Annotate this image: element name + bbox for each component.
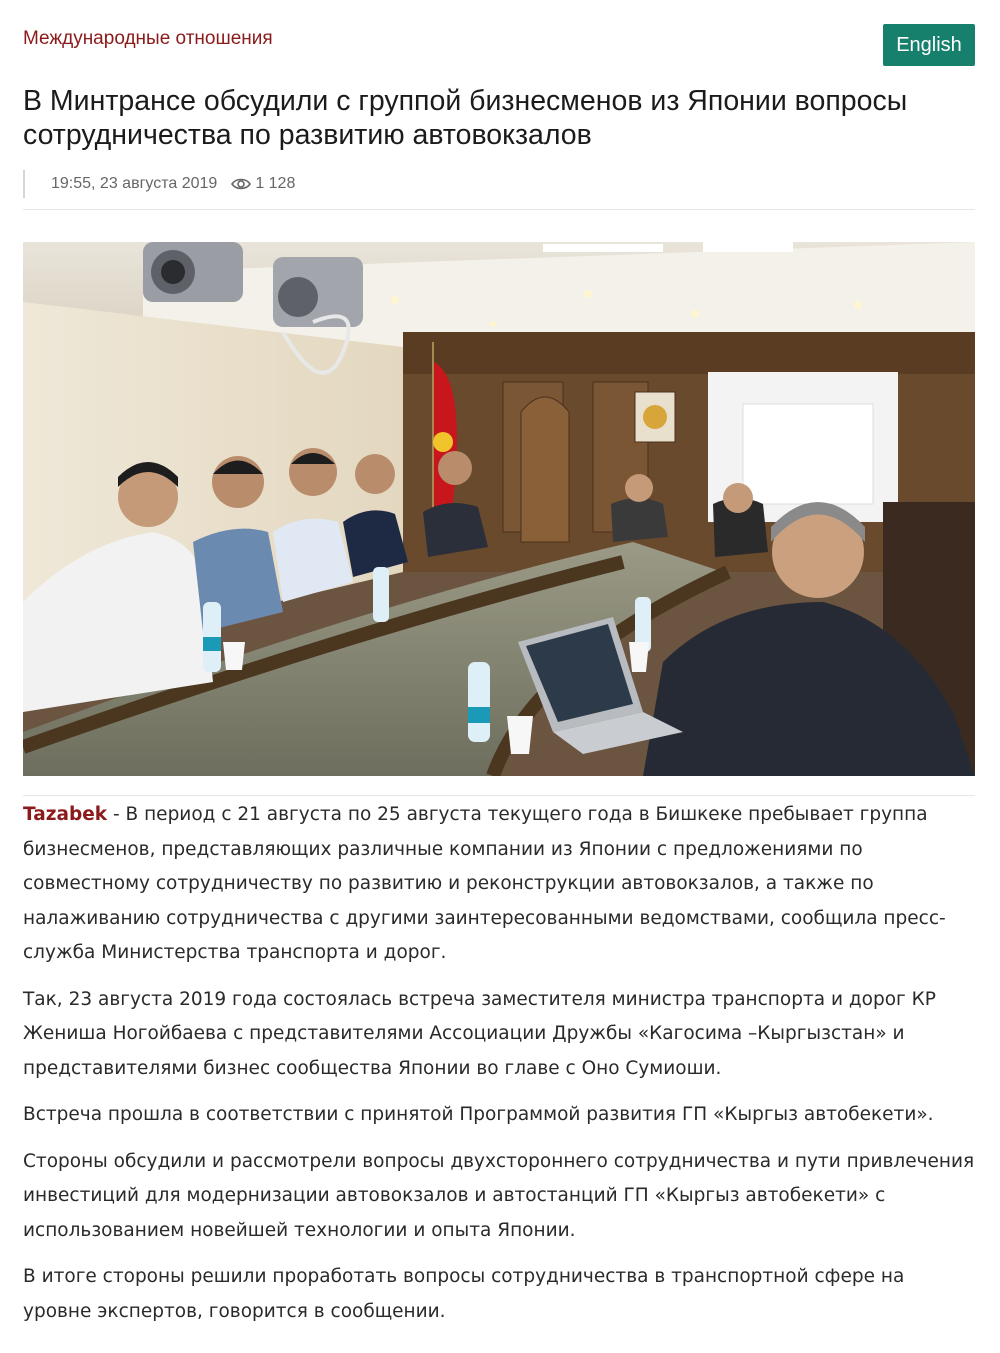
article-title: В Минтрансе обсудили с группой бизнесменов из Японии вопросы сотрудничества по развитию автовокзалов [23,85,908,151]
eye-icon [231,177,251,191]
views-counter [231,175,295,193]
lead-text: - В период с 21 августа по 25 августа текущего года в Бишкеке пребывает группа бизнесменов, представляющих различные компании из Японии с предложениями по совместному сотрудничеству по развитию и реконструкции автовокзалов, а также по налаживанию сотрудничества с другими заинтересованными ведомствами, сообщила пресс-служба Министерства транспорта и дорог. [23,804,946,963]
meta-separator [23,209,975,210]
paragraph-1: Так, 23 августа 2019 года состоялась встреча заместителя министра транспорта и дорог КР Жениша Ногойбаева с представителями Ассоциации Дружбы «Кагосима –Кыргызстан» и представителями бизнес сообщества Японии во главе с Оно Сумиоши. [23,988,936,1079]
views-count: 1 128 [255,175,296,192]
category-link[interactable]: Международные отношения [23,28,273,49]
photo-separator [23,795,975,796]
meta-divider [23,170,25,198]
lead-paragraph [23,798,975,971]
paragraph-2: Встреча прошла в соответствии с принятой Программой развития ГП «Кыргыз автобекети». [23,1104,934,1125]
source-link[interactable]: Tazabek [23,804,108,825]
english-language-button[interactable]: English [883,24,975,66]
article-date: 19:55, 23 августа 2019 [51,175,218,192]
photo-illustration [23,242,975,776]
meeting-room-photo [23,242,975,776]
paragraph-3: Стороны обсудили и рассмотрели вопросы двухстороннего сотрудничества и пути привлечения инвестиций для модернизации автовокзалов и автостанций ГП «Кыргыз автобекети» с использованием новейшей технологии и опыта Японии. [23,1150,975,1241]
article-meta [23,170,975,198]
article-body [23,798,975,1341]
paragraph-4: В итоге стороны решили проработать вопросы сотрудничества в транспортной сфере на уровне экспертов, говорится в сообщении. [23,1266,905,1322]
